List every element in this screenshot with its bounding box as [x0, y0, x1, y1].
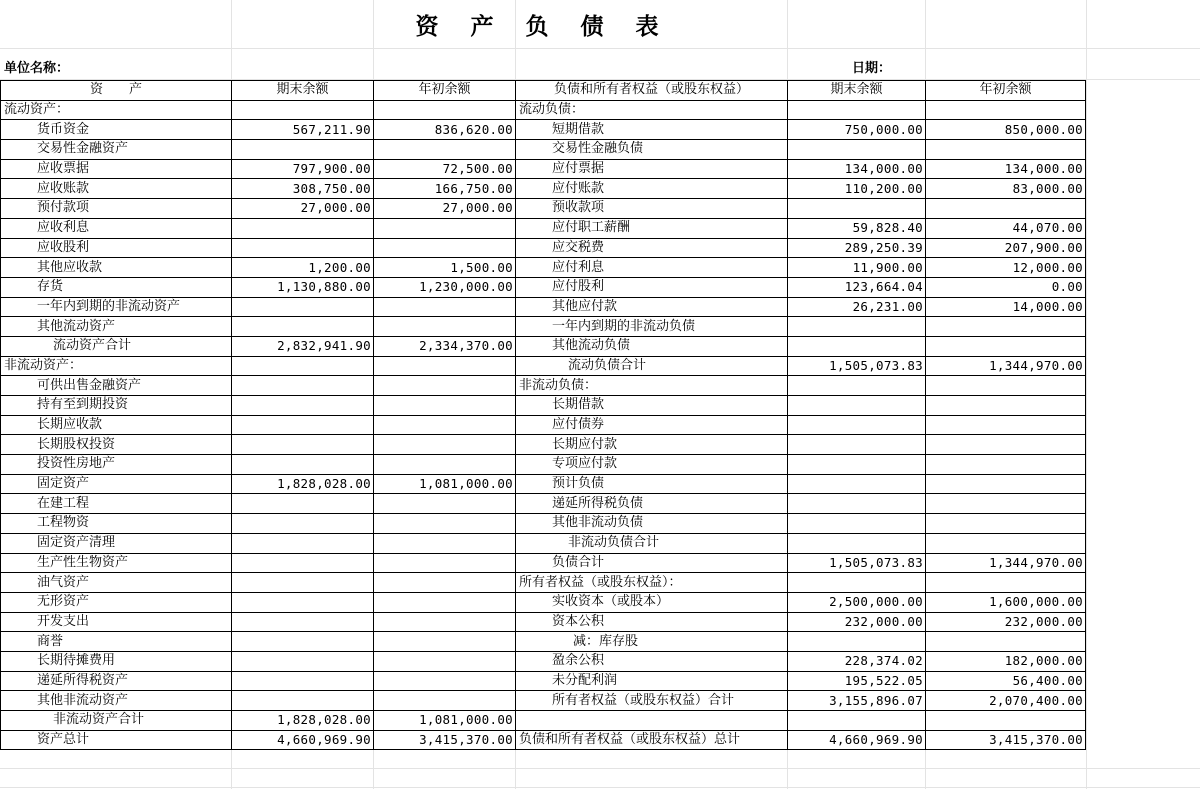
table-row [1, 218, 1086, 238]
liability-name-cell[interactable]: 专项应付款 [516, 455, 788, 475]
asset-ending-cell[interactable] [232, 553, 374, 573]
asset-beginning-cell[interactable] [374, 533, 516, 553]
asset-beginning-cell[interactable]: 3,415,370.00 [374, 730, 516, 750]
asset-beginning-cell[interactable] [374, 632, 516, 652]
liability-beginning-cell[interactable] [926, 711, 1086, 731]
asset-name-cell[interactable]: 交易性金融资产 [1, 140, 232, 160]
liability-ending-cell[interactable]: 3,155,896.07 [788, 691, 926, 711]
liability-beginning-cell[interactable]: 182,000.00 [926, 651, 1086, 671]
liability-ending-cell[interactable] [788, 435, 926, 455]
asset-beginning-cell[interactable]: 72,500.00 [374, 159, 516, 179]
asset-beginning-cell[interactable] [374, 376, 516, 396]
asset-ending-cell[interactable] [232, 356, 374, 376]
liability-beginning-cell[interactable]: 0.00 [926, 277, 1086, 297]
asset-name-cell[interactable]: 在建工程 [1, 494, 232, 514]
liability-name-cell[interactable]: 资本公积 [516, 612, 788, 632]
liability-ending-cell[interactable]: 4,660,969.90 [788, 730, 926, 750]
asset-ending-cell[interactable] [232, 691, 374, 711]
asset-ending-cell[interactable]: 1,130,880.00 [232, 277, 374, 297]
liability-beginning-cell[interactable]: 850,000.00 [926, 120, 1086, 140]
asset-name-cell[interactable]: 应收账款 [1, 179, 232, 199]
asset-ending-cell[interactable]: 797,900.00 [232, 159, 374, 179]
liability-ending-cell[interactable] [788, 100, 926, 120]
header-liab-ending[interactable]: 期末余额 [788, 81, 926, 101]
table-row [1, 573, 1086, 593]
asset-beginning-cell[interactable] [374, 356, 516, 376]
header-assets-ending[interactable]: 期末余额 [232, 81, 374, 101]
liability-name-cell[interactable]: 应付股利 [516, 277, 788, 297]
asset-beginning-cell[interactable] [374, 573, 516, 593]
table-row [1, 120, 1086, 140]
liability-beginning-cell[interactable]: 12,000.00 [926, 258, 1086, 278]
liability-ending-cell[interactable]: 228,374.02 [788, 651, 926, 671]
asset-beginning-cell[interactable] [374, 651, 516, 671]
asset-name-cell[interactable]: 长期待摊费用 [1, 651, 232, 671]
liability-beginning-cell[interactable] [926, 415, 1086, 435]
asset-name-cell[interactable]: 流动资产合计 [1, 336, 232, 356]
table-row [1, 592, 1086, 612]
liability-beginning-cell[interactable] [926, 199, 1086, 219]
liability-name-cell[interactable]: 交易性金融负债 [516, 140, 788, 160]
table-row [1, 140, 1086, 160]
asset-name-cell[interactable]: 持有至到期投资 [1, 396, 232, 416]
asset-ending-cell[interactable]: 567,211.90 [232, 120, 374, 140]
liability-beginning-cell[interactable]: 83,000.00 [926, 179, 1086, 199]
liability-beginning-cell[interactable] [926, 455, 1086, 475]
liability-name-cell[interactable]: 一年内到期的非流动负债 [516, 317, 788, 337]
asset-name-cell[interactable]: 长期应收款 [1, 415, 232, 435]
asset-name-cell[interactable]: 应收票据 [1, 159, 232, 179]
liability-ending-cell[interactable] [788, 199, 926, 219]
asset-name-cell[interactable]: 资产总计 [1, 730, 232, 750]
liability-name-cell[interactable]: 预收款项 [516, 199, 788, 219]
liability-ending-cell[interactable]: 232,000.00 [788, 612, 926, 632]
asset-ending-cell[interactable] [232, 494, 374, 514]
liability-ending-cell[interactable] [788, 711, 926, 731]
asset-beginning-cell[interactable] [374, 238, 516, 258]
asset-name-cell[interactable]: 固定资产清理 [1, 533, 232, 553]
asset-name-cell[interactable]: 非流动资产： [1, 356, 232, 376]
table-row [1, 533, 1086, 553]
asset-beginning-cell[interactable] [374, 317, 516, 337]
asset-beginning-cell[interactable] [374, 435, 516, 455]
asset-name-cell[interactable]: 其他流动资产 [1, 317, 232, 337]
liability-beginning-cell[interactable]: 207,900.00 [926, 238, 1086, 258]
table-row [1, 651, 1086, 671]
liability-ending-cell[interactable] [788, 140, 926, 160]
liability-beginning-cell[interactable] [926, 336, 1086, 356]
liability-name-cell[interactable]: 应付利息 [516, 258, 788, 278]
asset-name-cell[interactable]: 一年内到期的非流动资产 [1, 297, 232, 317]
liability-ending-cell[interactable]: 1,505,073.83 [788, 356, 926, 376]
liability-beginning-cell[interactable] [926, 494, 1086, 514]
liability-beginning-cell[interactable]: 232,000.00 [926, 612, 1086, 632]
liability-ending-cell[interactable] [788, 336, 926, 356]
liability-beginning-cell[interactable] [926, 376, 1086, 396]
asset-ending-cell[interactable]: 27,000.00 [232, 199, 374, 219]
asset-name-cell[interactable]: 工程物资 [1, 514, 232, 534]
asset-name-cell[interactable]: 固定资产 [1, 474, 232, 494]
table-row [1, 691, 1086, 711]
table-row [1, 336, 1086, 356]
liability-name-cell[interactable]: 其他应付款 [516, 297, 788, 317]
table-row [1, 455, 1086, 475]
asset-beginning-cell[interactable]: 1,081,000.00 [374, 474, 516, 494]
liability-name-cell[interactable]: 减：库存股 [516, 632, 788, 652]
liability-ending-cell[interactable]: 11,900.00 [788, 258, 926, 278]
table-row [1, 238, 1086, 258]
asset-beginning-cell[interactable] [374, 100, 516, 120]
asset-beginning-cell[interactable]: 166,750.00 [374, 179, 516, 199]
liability-name-cell[interactable]: 应付账款 [516, 179, 788, 199]
asset-name-cell[interactable]: 可供出售金融资产 [1, 376, 232, 396]
asset-beginning-cell[interactable]: 1,081,000.00 [374, 711, 516, 731]
asset-ending-cell[interactable]: 1,828,028.00 [232, 474, 374, 494]
asset-name-cell[interactable]: 其他非流动资产 [1, 691, 232, 711]
asset-name-cell[interactable]: 预付款项 [1, 199, 232, 219]
header-assets[interactable]: 资 产 [1, 81, 232, 101]
asset-beginning-cell[interactable] [374, 415, 516, 435]
asset-ending-cell[interactable] [232, 671, 374, 691]
asset-ending-cell[interactable] [232, 376, 374, 396]
asset-ending-cell[interactable] [232, 514, 374, 534]
liability-ending-cell[interactable] [788, 455, 926, 475]
header-row [1, 81, 1086, 101]
table-row [1, 415, 1086, 435]
asset-ending-cell[interactable] [232, 415, 374, 435]
asset-ending-cell[interactable] [232, 632, 374, 652]
asset-name-cell[interactable]: 货币资金 [1, 120, 232, 140]
table-row [1, 258, 1086, 278]
asset-ending-cell[interactable] [232, 238, 374, 258]
asset-beginning-cell[interactable]: 836,620.00 [374, 120, 516, 140]
asset-ending-cell[interactable] [232, 612, 374, 632]
liability-ending-cell[interactable] [788, 376, 926, 396]
asset-ending-cell[interactable] [232, 396, 374, 416]
asset-beginning-cell[interactable] [374, 297, 516, 317]
liability-beginning-cell[interactable]: 1,600,000.00 [926, 592, 1086, 612]
asset-beginning-cell[interactable] [374, 396, 516, 416]
asset-beginning-cell[interactable]: 1,500.00 [374, 258, 516, 278]
date-label: 日期： [852, 61, 892, 76]
asset-ending-cell[interactable] [232, 651, 374, 671]
liability-ending-cell[interactable]: 2,500,000.00 [788, 592, 926, 612]
unit-name-label: 单位名称： [4, 61, 70, 76]
liability-beginning-cell[interactable] [926, 435, 1086, 455]
liability-beginning-cell[interactable]: 2,070,400.00 [926, 691, 1086, 711]
asset-beginning-cell[interactable] [374, 592, 516, 612]
table-row [1, 159, 1086, 179]
liability-beginning-cell[interactable]: 56,400.00 [926, 671, 1086, 691]
liability-ending-cell[interactable] [788, 533, 926, 553]
liability-ending-cell[interactable]: 750,000.00 [788, 120, 926, 140]
table-row [1, 356, 1086, 376]
liability-beginning-cell[interactable]: 134,000.00 [926, 159, 1086, 179]
asset-beginning-cell[interactable] [374, 494, 516, 514]
liability-beginning-cell[interactable] [926, 632, 1086, 652]
table-row [1, 711, 1086, 731]
asset-name-cell[interactable]: 长期股权投资 [1, 435, 232, 455]
asset-name-cell[interactable]: 其他应收款 [1, 258, 232, 278]
liability-name-cell[interactable]: 应交税费 [516, 238, 788, 258]
liability-name-cell[interactable]: 负债合计 [516, 553, 788, 573]
liability-ending-cell[interactable]: 134,000.00 [788, 159, 926, 179]
asset-name-cell[interactable]: 非流动资产合计 [1, 711, 232, 731]
asset-beginning-cell[interactable] [374, 514, 516, 534]
asset-beginning-cell[interactable] [374, 671, 516, 691]
table-row [1, 376, 1086, 396]
liability-ending-cell[interactable]: 195,522.05 [788, 671, 926, 691]
table-row [1, 179, 1086, 199]
header-assets-beginning[interactable]: 年初余额 [374, 81, 516, 101]
liability-beginning-cell[interactable] [926, 396, 1086, 416]
asset-ending-cell[interactable] [232, 533, 374, 553]
asset-beginning-cell[interactable] [374, 691, 516, 711]
liability-beginning-cell[interactable] [926, 317, 1086, 337]
liability-name-cell[interactable] [516, 711, 788, 731]
asset-beginning-cell[interactable] [374, 140, 516, 160]
table-row [1, 730, 1086, 750]
liability-beginning-cell[interactable] [926, 533, 1086, 553]
liability-ending-cell[interactable]: 123,664.04 [788, 277, 926, 297]
liability-name-cell[interactable]: 流动负债合计 [516, 356, 788, 376]
asset-name-cell[interactable]: 递延所得税资产 [1, 671, 232, 691]
liability-ending-cell[interactable] [788, 573, 926, 593]
liability-name-cell[interactable]: 所有者权益（或股东权益）合计 [516, 691, 788, 711]
liability-name-cell[interactable]: 其他流动负债 [516, 336, 788, 356]
liability-name-cell[interactable]: 递延所得税负债 [516, 494, 788, 514]
asset-ending-cell[interactable]: 4,660,969.90 [232, 730, 374, 750]
liability-beginning-cell[interactable] [926, 514, 1086, 534]
liability-name-cell[interactable]: 非流动负债： [516, 376, 788, 396]
asset-name-cell[interactable]: 流动资产： [1, 100, 232, 120]
asset-ending-cell[interactable]: 308,750.00 [232, 179, 374, 199]
liability-name-cell[interactable]: 长期借款 [516, 396, 788, 416]
table-row [1, 514, 1086, 534]
asset-name-cell[interactable]: 投资性房地产 [1, 455, 232, 475]
asset-beginning-cell[interactable]: 27,000.00 [374, 199, 516, 219]
asset-beginning-cell[interactable] [374, 612, 516, 632]
asset-name-cell[interactable]: 应收股利 [1, 238, 232, 258]
table-row [1, 612, 1086, 632]
liability-beginning-cell[interactable]: 44,070.00 [926, 218, 1086, 238]
liability-ending-cell[interactable]: 289,250.39 [788, 238, 926, 258]
table-row [1, 396, 1086, 416]
liability-ending-cell[interactable] [788, 632, 926, 652]
table-row [1, 199, 1086, 219]
asset-name-cell[interactable]: 存货 [1, 277, 232, 297]
asset-ending-cell[interactable] [232, 218, 374, 238]
liability-name-cell[interactable]: 短期借款 [516, 120, 788, 140]
liability-name-cell[interactable]: 预计负债 [516, 474, 788, 494]
sheet-title: 资 产 负 债 表 [415, 13, 671, 40]
table-row [1, 277, 1086, 297]
asset-ending-cell[interactable] [232, 592, 374, 612]
table-row [1, 494, 1086, 514]
liability-ending-cell[interactable] [788, 317, 926, 337]
liability-ending-cell[interactable]: 110,200.00 [788, 179, 926, 199]
liability-beginning-cell[interactable] [926, 573, 1086, 593]
asset-name-cell[interactable]: 生产性生物资产 [1, 553, 232, 573]
liability-beginning-cell[interactable] [926, 140, 1086, 160]
liability-beginning-cell[interactable] [926, 100, 1086, 120]
table-row [1, 474, 1086, 494]
liability-ending-cell[interactable]: 1,505,073.83 [788, 553, 926, 573]
liability-beginning-cell[interactable]: 3,415,370.00 [926, 730, 1086, 750]
asset-ending-cell[interactable] [232, 573, 374, 593]
asset-name-cell[interactable]: 开发支出 [1, 612, 232, 632]
table-row [1, 671, 1086, 691]
asset-ending-cell[interactable] [232, 317, 374, 337]
liability-name-cell[interactable]: 负债和所有者权益（或股东权益）总计 [516, 730, 788, 750]
header-liabilities-equity[interactable]: 负债和所有者权益（或股东权益） [516, 81, 788, 101]
table-row [1, 435, 1086, 455]
liability-ending-cell[interactable] [788, 396, 926, 416]
asset-beginning-cell[interactable] [374, 218, 516, 238]
liability-beginning-cell[interactable]: 14,000.00 [926, 297, 1086, 317]
liability-ending-cell[interactable] [788, 494, 926, 514]
asset-beginning-cell[interactable]: 2,334,370.00 [374, 336, 516, 356]
asset-beginning-cell[interactable] [374, 455, 516, 475]
liability-name-cell[interactable]: 长期应付款 [516, 435, 788, 455]
liability-name-cell[interactable]: 流动负债： [516, 100, 788, 120]
liability-ending-cell[interactable] [788, 514, 926, 534]
liability-ending-cell[interactable] [788, 415, 926, 435]
liability-name-cell[interactable]: 实收资本（或股本） [516, 592, 788, 612]
asset-name-cell[interactable]: 油气资产 [1, 573, 232, 593]
asset-ending-cell[interactable]: 1,200.00 [232, 258, 374, 278]
asset-ending-cell[interactable]: 1,828,028.00 [232, 711, 374, 731]
table-row [1, 632, 1086, 652]
asset-name-cell[interactable]: 应收利息 [1, 218, 232, 238]
liability-name-cell[interactable]: 应付债券 [516, 415, 788, 435]
liability-beginning-cell[interactable]: 1,344,970.00 [926, 356, 1086, 376]
liability-name-cell[interactable]: 应付票据 [516, 159, 788, 179]
liability-name-cell[interactable]: 其他非流动负债 [516, 514, 788, 534]
liability-beginning-cell[interactable] [926, 474, 1086, 494]
asset-ending-cell[interactable] [232, 100, 374, 120]
liability-ending-cell[interactable]: 26,231.00 [788, 297, 926, 317]
liability-name-cell[interactable]: 应付职工薪酬 [516, 218, 788, 238]
asset-ending-cell[interactable]: 2,832,941.90 [232, 336, 374, 356]
asset-name-cell[interactable]: 商誉 [1, 632, 232, 652]
asset-ending-cell[interactable] [232, 140, 374, 160]
asset-ending-cell[interactable] [232, 435, 374, 455]
asset-beginning-cell[interactable] [374, 553, 516, 573]
asset-beginning-cell[interactable]: 1,230,000.00 [374, 277, 516, 297]
liability-ending-cell[interactable] [788, 474, 926, 494]
liability-ending-cell[interactable]: 59,828.40 [788, 218, 926, 238]
asset-ending-cell[interactable] [232, 297, 374, 317]
balance-sheet-table [0, 80, 1086, 750]
liability-beginning-cell[interactable]: 1,344,970.00 [926, 553, 1086, 573]
table-row [1, 553, 1086, 573]
asset-name-cell[interactable]: 无形资产 [1, 592, 232, 612]
asset-ending-cell[interactable] [232, 455, 374, 475]
liability-name-cell[interactable]: 所有者权益（或股东权益）： [516, 573, 788, 593]
liability-name-cell[interactable]: 非流动负债合计 [516, 533, 788, 553]
header-liab-beginning[interactable]: 年初余额 [926, 81, 1086, 101]
table-row [1, 317, 1086, 337]
liability-name-cell[interactable]: 未分配利润 [516, 671, 788, 691]
table-row [1, 297, 1086, 317]
table-row [1, 100, 1086, 120]
liability-name-cell[interactable]: 盈余公积 [516, 651, 788, 671]
